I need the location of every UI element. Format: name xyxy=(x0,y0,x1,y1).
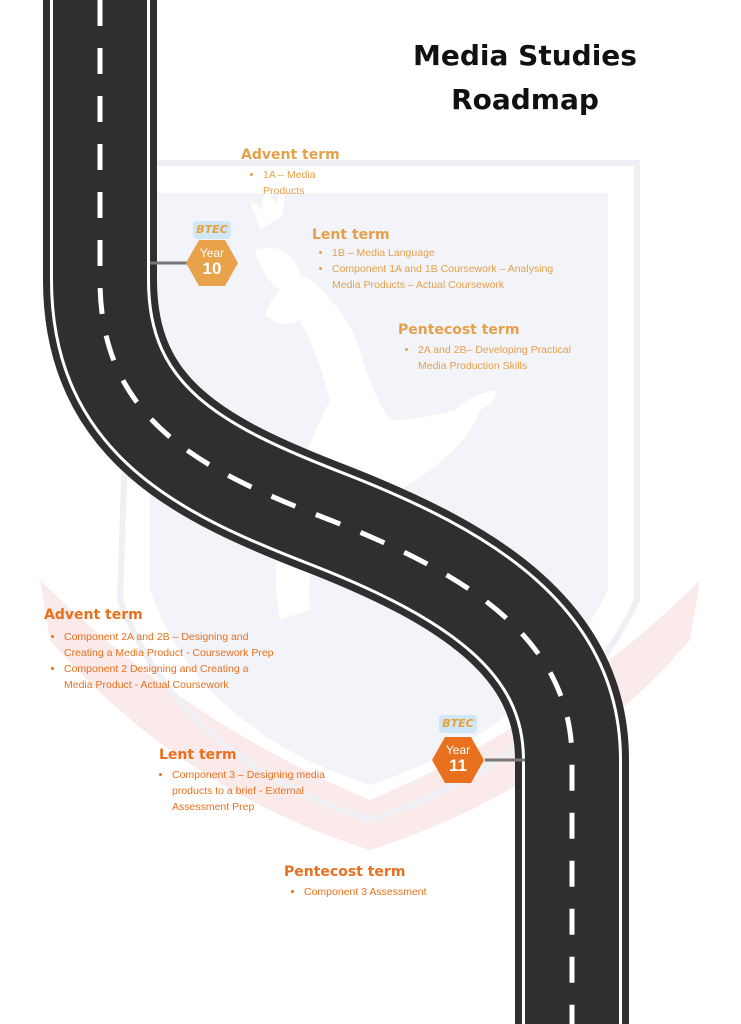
year10-advent-term xyxy=(241,146,361,199)
title-line-1: Media Studies xyxy=(413,39,637,72)
term-item: • Component 3 Assessment xyxy=(304,884,484,900)
year11-lent-term xyxy=(159,746,359,815)
term-item: products to a brief - External xyxy=(172,785,304,797)
year-label: Year xyxy=(445,743,471,757)
year-number: 10 xyxy=(202,259,222,278)
year11-marker xyxy=(432,743,484,775)
page-title xyxy=(385,34,665,122)
term-heading: Pentecost term xyxy=(284,864,406,880)
term-item: Creating a Media Product - Coursework Prep xyxy=(64,647,274,659)
year-number: 11 xyxy=(449,756,467,775)
term-heading: Lent term xyxy=(312,227,390,243)
title-line-2: Roadmap xyxy=(451,83,599,116)
year10-marker xyxy=(186,246,238,278)
year11-advent-term xyxy=(44,606,304,693)
term-item: • 1B – Media Language xyxy=(332,245,592,261)
term-item: • 2A and 2B– Developing Practical xyxy=(418,342,628,358)
term-item: Media Products – Actual Coursework xyxy=(332,279,505,291)
term-item: • Component 3 – Designing media xyxy=(172,767,359,783)
term-heading: Advent term xyxy=(44,607,143,623)
btec-badge: BTEC xyxy=(193,221,231,239)
term-heading: Pentecost term xyxy=(398,322,520,338)
year10-pentecost-term xyxy=(398,321,628,374)
year11-pentecost-term xyxy=(284,863,484,900)
term-item: Media Production Skills xyxy=(418,360,528,372)
term-heading: Lent term xyxy=(159,747,237,763)
btec-badge: BTEC xyxy=(439,715,477,733)
year10-lent-term xyxy=(312,226,592,293)
term-item: Assessment Prep xyxy=(172,801,255,813)
term-item: Products xyxy=(263,185,305,197)
term-item: • Component 2A and 2B – Designing and xyxy=(64,629,304,645)
term-heading: Advent term xyxy=(241,147,340,163)
term-item: • Component 1A and 1B Coursework – Analysing xyxy=(332,261,592,277)
term-item: Media Product - Actual Coursework xyxy=(64,679,229,691)
term-item: • Component 2 Designing and Creating a xyxy=(64,661,304,677)
year-label: Year xyxy=(199,246,225,260)
term-item: • 1A – Media xyxy=(263,167,361,183)
